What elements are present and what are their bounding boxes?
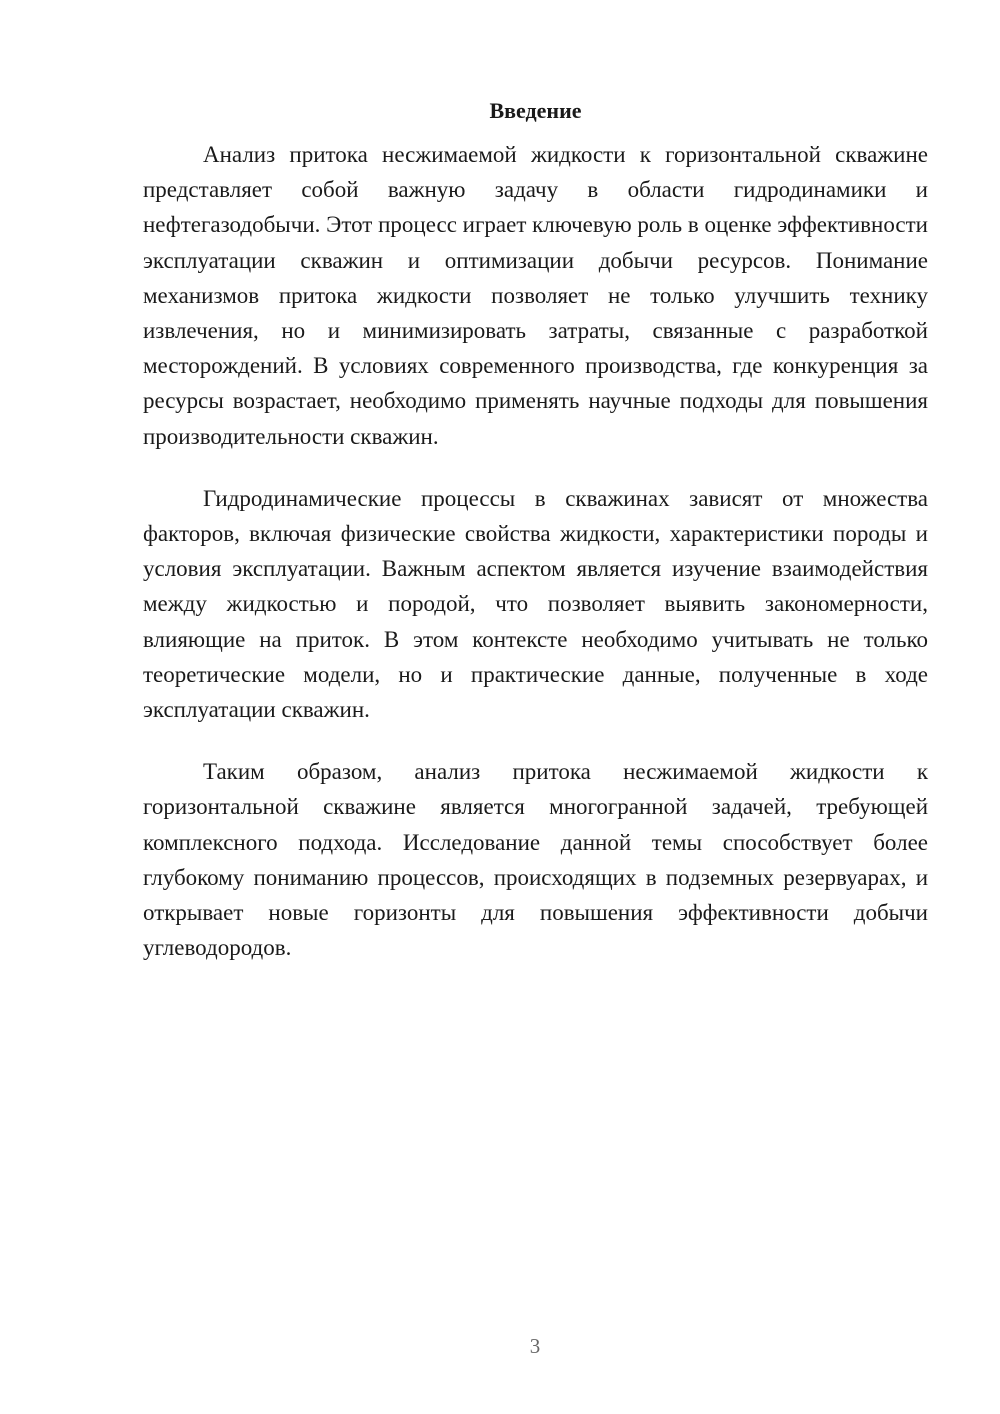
paragraph-3: Таким образом, анализ притока несжимаемой жидкости к горизонтальной скважине является многогранной задачей, требующей комплексного подхода. Исследование данной темы способствует более глубокому пониманию процессов, происходящих в подземных резервуарах, и открывает новые горизонты для повышения эффективности добычи углеводородов. xyxy=(143,759,928,961)
page-number: 3 xyxy=(529,1334,541,1358)
page-content xyxy=(143,94,928,965)
section-heading: Введение xyxy=(489,98,582,123)
paragraph-1: Анализ притока несжимаемой жидкости к горизонтальной скважине представляет собой важную задачу в области гидродинамики и нефтегазодобычи. Этот процесс играет ключевую роль в оценке эффективности эксплуатации скважин и оптимизации добычи ресурсов. Понимание механизмов притока жидкости позволяет не только улучшить технику извлечения, но и минимизировать затраты, связанные с разработкой месторождений. В условиях современного производства, где конкуренция за ресурсы возрастает, необходимо применять научные подходы для повышения производительности скважин. xyxy=(143,142,928,449)
paragraph-2: Гидродинамические процессы в скважинах зависят от множества факторов, включая физические свойства жидкости, характеристики породы и условия эксплуатации. Важным аспектом является изучение взаимодействия между жидкостью и породой, что позволяет выявить закономерности, влияющие на приток. В этом контексте необходимо учитывать не только теоретические модели, но и практические данные, полученные в ходе эксплуатации скважин. xyxy=(143,485,928,723)
